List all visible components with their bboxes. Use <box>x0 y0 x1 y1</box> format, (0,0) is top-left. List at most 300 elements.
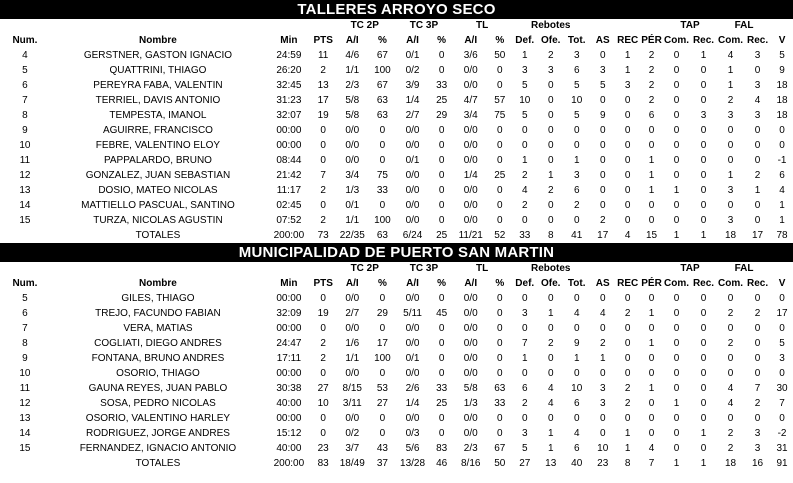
player-row <box>0 366 793 381</box>
total-reb-ofe: 13 <box>545 458 557 469</box>
cell-reb-ofe: 0 <box>547 368 554 379</box>
cell-tc2p-ai: 0/0 <box>345 155 360 166</box>
cell-tl-ai: 0/0 <box>463 125 478 136</box>
cell-pts: 2 <box>320 353 326 364</box>
cell-fal-rec: 0 <box>754 413 761 424</box>
cell-reb-ofe: 0 <box>547 140 554 151</box>
cell-fal-rec: 3 <box>754 80 761 91</box>
cell-val: 18 <box>776 110 788 121</box>
cell-tap-com: 1 <box>673 398 680 409</box>
cell-reb-tot: 6 <box>573 65 580 76</box>
cell-tc3p-pct: 83 <box>436 443 448 454</box>
cell-reb-ofe: 0 <box>547 95 554 106</box>
cell-reb-tot: 0 <box>573 140 580 151</box>
cell-tc3p-ai: 0/0 <box>405 323 420 334</box>
header-fal-com: Com. <box>718 278 744 289</box>
cell-reb-ofe: 4 <box>547 398 554 409</box>
player-row <box>0 108 793 123</box>
player-row <box>0 48 793 63</box>
cell-num: 10 <box>19 140 31 151</box>
cell-tc3p-pct: 0 <box>438 293 445 304</box>
cell-tc3p-pct: 25 <box>436 95 448 106</box>
cell-tc2p-ai: 0/0 <box>345 125 360 136</box>
cell-num: 10 <box>19 368 31 379</box>
header-pts: PTS <box>313 278 333 289</box>
cell-tc3p-pct: 0 <box>438 170 445 181</box>
total-per: 15 <box>645 230 658 241</box>
cell-name: TREJO, FACUNDO FABIAN <box>95 308 221 319</box>
cell-pts: 2 <box>320 338 326 349</box>
cell-reb-tot: 6 <box>573 185 580 196</box>
cell-tc3p-pct: 33 <box>436 80 448 91</box>
cell-tc2p-ai: 2/7 <box>345 308 360 319</box>
cell-val: 30 <box>776 383 788 394</box>
cell-tl-ai: 0/0 <box>463 80 478 91</box>
cell-fal-com: 0 <box>727 368 734 379</box>
cell-reb-def: 3 <box>521 428 528 439</box>
player-row <box>0 63 793 78</box>
cell-reb-def: 5 <box>521 443 528 454</box>
cell-tl-ai: 1/3 <box>463 398 478 409</box>
cell-name: OSORIO, VALENTINO HARLEY <box>85 413 231 424</box>
cell-fal-com: 2 <box>727 428 734 439</box>
cell-tl-pct: 0 <box>497 80 503 91</box>
cell-as: 0 <box>599 368 606 379</box>
cell-name: COGLIATI, DIEGO ANDRES <box>94 338 222 349</box>
cell-tap-rec: 0 <box>700 95 707 106</box>
player-row <box>0 183 793 198</box>
cell-tl-pct: 0 <box>497 215 503 226</box>
cell-tl-ai: 0/0 <box>463 140 478 151</box>
cell-reb-tot: 10 <box>571 383 583 394</box>
cell-reb-def: 0 <box>521 215 528 226</box>
team-title: TALLERES ARROYO SECO <box>0 0 793 19</box>
cell-min: 00:00 <box>276 125 302 136</box>
cell-per: 0 <box>648 293 655 304</box>
cell-rec: 0 <box>624 215 631 226</box>
cell-fal-com: 3 <box>727 185 734 196</box>
cell-min: 08:44 <box>276 155 302 166</box>
cell-tl-pct: 0 <box>497 293 503 304</box>
cell-min: 26:20 <box>276 65 302 76</box>
cell-pts: 0 <box>320 323 326 334</box>
cell-as: 0 <box>599 95 606 106</box>
header-reb-def: Def. <box>515 35 535 46</box>
player-row <box>0 321 793 336</box>
cell-reb-ofe: 0 <box>547 155 554 166</box>
cell-reb-def: 2 <box>521 398 528 409</box>
cell-per: 0 <box>648 428 655 439</box>
cell-tap-rec: 0 <box>700 443 707 454</box>
cell-tap-rec: 0 <box>700 353 707 364</box>
player-row <box>0 381 793 396</box>
cell-as: 0 <box>599 200 606 211</box>
header-tc2p-pct: % <box>377 35 387 46</box>
header-tl-ai: A/I <box>464 35 478 46</box>
cell-reb-tot: 1 <box>573 155 580 166</box>
cell-as: 9 <box>599 110 606 121</box>
cell-fal-com: 2 <box>727 443 734 454</box>
cell-num: 9 <box>22 353 28 364</box>
cell-val: 0 <box>779 140 785 151</box>
totals-row <box>0 228 793 243</box>
cell-as: 0 <box>599 413 606 424</box>
cell-rec: 0 <box>624 200 631 211</box>
header-rec: REC <box>617 278 639 289</box>
cell-tap-com: 0 <box>673 368 680 379</box>
cell-tc2p-ai: 5/8 <box>345 95 360 106</box>
cell-tl-pct: 0 <box>497 428 503 439</box>
header-pts: PTS <box>313 35 333 46</box>
cell-min: 00:00 <box>276 368 302 379</box>
cell-per: 2 <box>648 80 655 91</box>
cell-tap-com: 0 <box>673 413 680 424</box>
cell-tc3p-ai: 0/2 <box>405 65 420 76</box>
cell-min: 32:07 <box>276 110 302 121</box>
cell-tc2p-ai: 3/7 <box>345 443 360 454</box>
total-tl-pct: 52 <box>494 230 506 241</box>
cell-name: SOSA, PEDRO NICOLAS <box>100 398 216 409</box>
cell-tl-pct: 0 <box>497 323 503 334</box>
cell-tl-ai: 0/0 <box>463 308 478 319</box>
cell-tc3p-ai: 0/0 <box>405 200 420 211</box>
cell-as: 1 <box>599 353 606 364</box>
cell-tl-ai: 0/0 <box>463 200 478 211</box>
cell-tc3p-pct: 0 <box>438 140 445 151</box>
cell-reb-ofe: 4 <box>547 383 554 394</box>
cell-tc2p-pct: 0 <box>379 125 386 136</box>
header-tc2p-ai: A/I <box>345 278 359 289</box>
cell-tl-ai: 1/4 <box>463 170 478 181</box>
cell-tap-rec: 0 <box>700 338 707 349</box>
cell-val: 18 <box>776 95 788 106</box>
cell-tc3p-pct: 0 <box>438 338 445 349</box>
cell-min: 15:12 <box>276 428 302 439</box>
cell-tap-com: 1 <box>673 185 680 196</box>
header-per: PÉR <box>641 278 662 289</box>
cell-tc3p-pct: 0 <box>438 353 445 364</box>
cell-num: 11 <box>19 155 31 166</box>
cell-reb-ofe: 0 <box>547 413 554 424</box>
cell-rec: 0 <box>624 368 631 379</box>
cell-rec: 0 <box>624 293 631 304</box>
cell-fal-rec: 4 <box>754 95 761 106</box>
cell-reb-def: 0 <box>521 413 528 424</box>
cell-pts: 19 <box>317 110 329 121</box>
cell-fal-com: 0 <box>727 353 734 364</box>
player-row <box>0 168 793 183</box>
cell-tc2p-ai: 0/0 <box>345 323 360 334</box>
player-row <box>0 411 793 426</box>
header-tap-rec: Rec. <box>692 278 715 289</box>
cell-tc2p-pct: 43 <box>376 443 388 454</box>
cell-as: 0 <box>599 428 606 439</box>
header-num: Num. <box>12 35 38 46</box>
total-tl-pct: 50 <box>494 458 506 469</box>
cell-num: 11 <box>19 383 31 394</box>
cell-reb-ofe: 1 <box>547 443 554 454</box>
cell-reb-def: 10 <box>519 95 531 106</box>
group-empty <box>771 262 793 276</box>
cell-name: QUATTRINI, THIAGO <box>109 65 207 76</box>
cell-reb-ofe: 2 <box>547 185 554 196</box>
cell-val: 18 <box>776 80 788 91</box>
cell-fal-rec: 1 <box>754 185 761 196</box>
cell-tc3p-ai: 0/0 <box>405 170 420 181</box>
cell-tc2p-ai: 0/0 <box>345 140 360 151</box>
cell-pts: 11 <box>317 50 329 61</box>
cell-num: 4 <box>22 50 28 61</box>
cell-fal-com: 2 <box>727 95 734 106</box>
cell-tc2p-ai: 4/6 <box>345 50 360 61</box>
header-tc2p-ai: A/I <box>345 35 359 46</box>
cell-pts: 27 <box>317 383 329 394</box>
cell-rec: 2 <box>624 383 631 394</box>
group-tc2p: TC 2P <box>350 20 379 31</box>
cell-num: 15 <box>19 443 31 454</box>
cell-rec: 0 <box>624 170 631 181</box>
cell-tc2p-pct: 33 <box>376 185 388 196</box>
header-tl-pct: % <box>495 278 505 289</box>
cell-pts: 0 <box>320 293 326 304</box>
cell-pts: 2 <box>320 185 326 196</box>
cell-tl-ai: 3/4 <box>463 110 478 121</box>
cell-tl-ai: 0/0 <box>463 323 478 334</box>
totals-label: TOTALES <box>135 458 181 469</box>
cell-tl-ai: 0/0 <box>463 368 478 379</box>
cell-reb-ofe: 1 <box>547 428 554 439</box>
cell-num: 8 <box>22 110 28 121</box>
cell-pts: 0 <box>320 140 326 151</box>
cell-per: 1 <box>648 185 655 196</box>
group-empty <box>590 262 663 276</box>
total-tap-com: 1 <box>673 230 680 241</box>
cell-tc2p-ai: 2/3 <box>345 80 360 91</box>
cell-pts: 0 <box>320 125 326 136</box>
cell-per: 2 <box>648 50 655 61</box>
header-tap-com: Com. <box>663 35 689 46</box>
cell-reb-tot: 0 <box>573 125 580 136</box>
cell-tap-rec: 0 <box>700 308 707 319</box>
cell-rec: 0 <box>624 95 631 106</box>
cell-per: 0 <box>648 368 655 379</box>
cell-tl-pct: 0 <box>497 140 503 151</box>
cell-name: FONTANA, BRUNO ANDRES <box>91 353 225 364</box>
cell-tap-rec: 1 <box>700 428 707 439</box>
cell-name: GILES, THIAGO <box>121 293 195 304</box>
cell-reb-def: 2 <box>521 170 528 181</box>
player-row <box>0 441 793 456</box>
total-tc3p-ai: 6/24 <box>402 230 423 241</box>
cell-num: 15 <box>19 215 31 226</box>
cell-reb-def: 6 <box>521 383 528 394</box>
cell-tap-com: 0 <box>673 443 680 454</box>
cell-min: 11:17 <box>276 185 302 196</box>
stats-table <box>0 19 793 243</box>
cell-tl-pct: 0 <box>497 308 503 319</box>
cell-name: DOSIO, MATEO NICOLAS <box>98 185 218 196</box>
cell-val: 3 <box>779 353 785 364</box>
cell-tc3p-ai: 3/9 <box>405 80 420 91</box>
cell-fal-rec: 0 <box>754 155 761 166</box>
cell-tc3p-ai: 0/0 <box>405 368 420 379</box>
cell-as: 3 <box>599 398 606 409</box>
cell-tc3p-ai: 0/0 <box>405 185 420 196</box>
cell-reb-ofe: 0 <box>547 353 554 364</box>
cell-tap-com: 0 <box>673 353 680 364</box>
player-row <box>0 123 793 138</box>
total-rec: 8 <box>624 458 631 469</box>
cell-per: 1 <box>648 338 655 349</box>
cell-num: 5 <box>22 293 28 304</box>
player-row <box>0 78 793 93</box>
cell-tap-rec: 0 <box>700 155 707 166</box>
cell-tc2p-ai: 1/1 <box>345 215 360 226</box>
cell-tap-rec: 0 <box>700 383 707 394</box>
total-num <box>0 228 50 243</box>
cell-reb-def: 3 <box>521 308 528 319</box>
cell-tc2p-pct: 67 <box>376 80 388 91</box>
total-reb-def: 33 <box>519 230 531 241</box>
cell-tl-ai: 0/0 <box>463 155 478 166</box>
cell-tl-pct: 0 <box>497 353 503 364</box>
cell-reb-ofe: 3 <box>547 65 554 76</box>
cell-reb-tot: 4 <box>573 308 580 319</box>
cell-reb-ofe: 2 <box>547 50 554 61</box>
cell-val: -2 <box>777 428 787 439</box>
cell-tc2p-pct: 53 <box>376 383 388 394</box>
cell-fal-com: 2 <box>727 338 734 349</box>
cell-per: 0 <box>648 215 655 226</box>
player-row <box>0 198 793 213</box>
cell-reb-def: 5 <box>521 80 528 91</box>
total-min: 200:00 <box>273 230 305 241</box>
cell-reb-def: 1 <box>521 50 528 61</box>
cell-min: 21:42 <box>276 170 302 181</box>
cell-rec: 2 <box>624 308 631 319</box>
player-row <box>0 306 793 321</box>
cell-reb-tot: 6 <box>573 398 580 409</box>
cell-per: 2 <box>648 65 655 76</box>
cell-name: GONZALEZ, JUAN SEBASTIAN <box>85 170 231 181</box>
cell-min: 32:45 <box>276 80 302 91</box>
cell-name: TEMPESTA, IMANOL <box>109 110 207 121</box>
cell-val: 31 <box>776 443 788 454</box>
cell-name: FEBRE, VALENTINO ELOY <box>95 140 221 151</box>
cell-tl-ai: 5/8 <box>463 383 478 394</box>
cell-as: 0 <box>599 323 606 334</box>
cell-fal-rec: 3 <box>754 110 761 121</box>
cell-tl-pct: 0 <box>497 185 503 196</box>
cell-val: 1 <box>779 215 785 226</box>
cell-rec: 1 <box>624 443 631 454</box>
cell-per: 1 <box>648 308 655 319</box>
cell-per: 0 <box>648 200 655 211</box>
cell-tc3p-ai: 0/1 <box>405 353 420 364</box>
cell-min: 02:45 <box>276 200 302 211</box>
cell-min: 07:52 <box>276 215 302 226</box>
cell-fal-com: 4 <box>727 383 734 394</box>
cell-reb-tot: 0 <box>573 413 580 424</box>
cell-tc3p-pct: 0 <box>438 323 445 334</box>
cell-min: 31:23 <box>276 95 302 106</box>
header-tc3p-pct: % <box>437 278 447 289</box>
cell-tc3p-pct: 0 <box>438 125 445 136</box>
total-min: 200:00 <box>273 458 305 469</box>
cell-val: 4 <box>779 185 785 196</box>
cell-reb-tot: 2 <box>573 200 580 211</box>
header-num: Num. <box>12 278 38 289</box>
cell-val: 17 <box>776 308 788 319</box>
header-tc3p-ai: A/I <box>406 35 419 46</box>
cell-tc3p-ai: 0/0 <box>405 215 420 226</box>
cell-tc3p-ai: 0/0 <box>405 125 420 136</box>
cell-rec: 3 <box>624 80 631 91</box>
header-fal-rec: Rec. <box>747 35 769 46</box>
cell-min: 24:47 <box>276 338 302 349</box>
cell-reb-def: 0 <box>521 368 528 379</box>
cell-as: 2 <box>599 215 606 226</box>
total-tap-com: 1 <box>673 458 680 469</box>
cell-fal-rec: 3 <box>754 50 761 61</box>
cell-reb-def: 1 <box>521 155 528 166</box>
cell-tap-com: 0 <box>673 65 680 76</box>
cell-min: 00:00 <box>276 140 302 151</box>
cell-tc2p-ai: 3/4 <box>345 170 360 181</box>
cell-tap-com: 0 <box>673 428 680 439</box>
cell-val: 0 <box>779 293 785 304</box>
cell-tc2p-ai: 0/2 <box>345 428 360 439</box>
cell-tc2p-pct: 0 <box>379 140 386 151</box>
cell-name: PAPPALARDO, BRUNO <box>103 155 212 166</box>
cell-name: RODRIGUEZ, JORGE ANDRES <box>86 428 230 439</box>
cell-tl-pct: 63 <box>494 383 506 394</box>
cell-tc3p-ai: 0/0 <box>405 140 420 151</box>
cell-rec: 1 <box>624 65 631 76</box>
total-tc3p-ai: 13/28 <box>400 458 426 469</box>
cell-per: 2 <box>648 95 655 106</box>
cell-tc2p-ai: 3/11 <box>342 398 362 409</box>
cell-per: 1 <box>648 383 655 394</box>
group-tap: TAP <box>680 263 700 274</box>
cell-tap-rec: 0 <box>700 185 707 196</box>
group-rebotes: Rebotes <box>531 263 571 274</box>
cell-fal-com: 4 <box>727 50 734 61</box>
cell-reb-ofe: 0 <box>547 80 554 91</box>
cell-fal-rec: 2 <box>754 398 761 409</box>
cell-reb-tot: 3 <box>573 170 580 181</box>
header-fal-rec: Rec. <box>747 278 769 289</box>
cell-tap-com: 0 <box>673 155 680 166</box>
cell-fal-com: 0 <box>727 413 734 424</box>
cell-reb-ofe: 0 <box>547 125 554 136</box>
cell-reb-def: 3 <box>521 65 528 76</box>
cell-as: 0 <box>599 293 606 304</box>
cell-num: 13 <box>19 185 31 196</box>
cell-as: 0 <box>599 50 606 61</box>
player-row <box>0 336 793 351</box>
cell-fal-com: 2 <box>727 308 734 319</box>
cell-reb-ofe: 0 <box>547 110 554 121</box>
cell-num: 8 <box>22 338 28 349</box>
cell-num: 12 <box>19 170 31 181</box>
cell-tc2p-pct: 100 <box>374 65 391 76</box>
cell-reb-def: 5 <box>521 110 528 121</box>
cell-num: 14 <box>19 200 31 211</box>
cell-name: AGUIRRE, FRANCISCO <box>102 125 213 136</box>
cell-as: 10 <box>597 443 609 454</box>
cell-fal-com: 3 <box>727 215 734 226</box>
